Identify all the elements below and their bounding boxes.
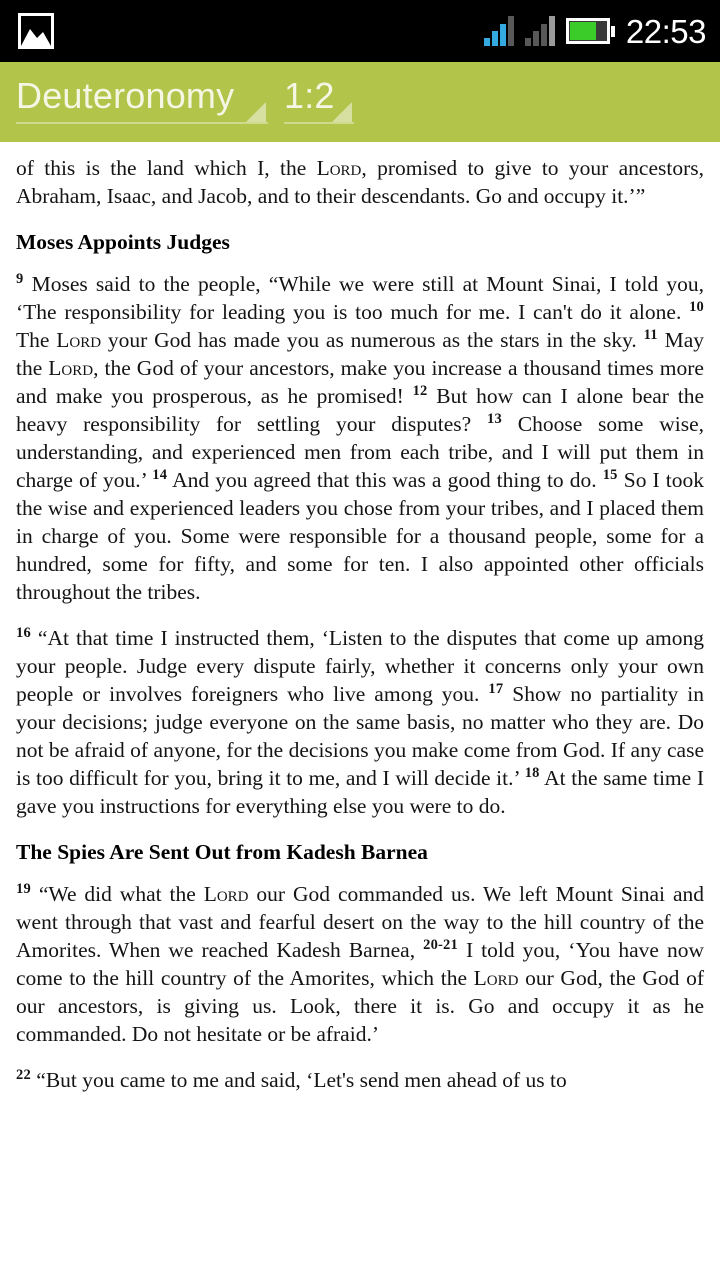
paragraph-verses-9-15 xyxy=(16,270,704,606)
paragraph-continued xyxy=(16,154,704,210)
verse-number: 20-21 xyxy=(423,936,458,953)
divine-name: Lord xyxy=(316,156,362,180)
status-bar-clock: 22:53 xyxy=(625,12,706,50)
signal-bars-active-icon xyxy=(484,16,514,46)
text-run: of this is the land which I, the xyxy=(16,156,317,180)
divine-name: Lord xyxy=(56,328,102,352)
section-heading-spies-kadesh-barnea: The Spies Are Sent Out from Kadesh Barnea xyxy=(16,840,428,864)
text-run: our God commanded us. We left Mount Sinai and went through that vast and fearful desert on the way to the hill country of the Amorites. When we reached Kadesh Barnea, xyxy=(16,882,704,962)
divine-name: Lord xyxy=(48,356,94,380)
photo-notification-icon xyxy=(18,13,54,49)
dropdown-caret-icon xyxy=(246,102,266,122)
text-run: Choose some wise, understanding, and experienced men from each tribe, and I will put them in charge of you.’ xyxy=(16,412,705,492)
android-status-bar xyxy=(0,0,720,62)
text-run: Moses said to the people, “While we were still at Mount Sinai, I told you, ‘The responsibility for leading you is too much for me. I can't do it alone. xyxy=(16,272,704,324)
book-selector-spinner[interactable] xyxy=(16,68,268,124)
chapter-verse-selector-spinner[interactable] xyxy=(284,68,354,124)
verse-number: 17 xyxy=(488,680,504,697)
verse-number: 10 xyxy=(689,298,704,315)
verse-number: 18 xyxy=(524,764,540,781)
verse-number: 15 xyxy=(602,466,618,483)
paragraph-verses-19-21 xyxy=(16,880,704,1048)
paragraph-verses-16-18 xyxy=(16,624,704,820)
section-heading-moses-appoints-judges: Moses Appoints Judges xyxy=(16,230,230,254)
verse-number: 13 xyxy=(487,410,502,427)
verse-number: 12 xyxy=(412,382,428,399)
text-run: “We did what the xyxy=(38,882,204,906)
spinner-underline xyxy=(284,122,354,124)
text-run: “At that time I instructed them, ‘Listen to the disputes that come up among your people. Judge every dispute fairly, whether it concerns only your own people or involves foreigners who live among you. xyxy=(16,626,705,706)
spinner-underline xyxy=(16,122,268,124)
text-run: The xyxy=(16,328,57,352)
divine-name: Lord xyxy=(203,882,249,906)
battery-icon xyxy=(566,18,615,44)
verse-number: 19 xyxy=(16,880,31,897)
book-selector-label: Deuteronomy xyxy=(16,75,235,116)
text-run: your God has made you as numerous as the stars in the sky. xyxy=(101,328,644,352)
status-bar-notifications xyxy=(18,13,54,49)
divine-name: Lord xyxy=(473,966,519,990)
text-run: , the God of your ancestors, make you increase a thousand times more and make you prosperous, as he promised! xyxy=(16,356,704,408)
verse-number: 16 xyxy=(16,624,31,641)
text-run: At the same time I gave you instructions for everything else you were to do. xyxy=(16,766,704,818)
text-run: our God, the God of our ancestors, is giving us. Look, there it is. Go and occupy it as he commanded. Do not hesitate or be afraid.’ xyxy=(16,966,704,1046)
text-run: “But you came to me and said, ‘Let's send men ahead of us to xyxy=(36,1068,567,1092)
app-action-bar xyxy=(0,62,720,142)
paragraph-verse-22-partial xyxy=(16,1066,704,1094)
verse-number: 22 xyxy=(16,1066,31,1083)
text-run: And you agreed that this was a good thing to do. xyxy=(172,468,603,492)
text-run: So I took the wise and experienced leaders you chose from your tribes, and I placed them in charge of you. Some were responsible for a thousand people, some for a hundred, some for fifty, and some for ten. I also appointed other officials throughout the tribes. xyxy=(16,468,705,604)
text-run: , promised to give to your ancestors, Abraham, Isaac, and Jacob, and to their descendants. Go and occupy it.’” xyxy=(16,156,704,208)
text-run: But how can I alone bear the heavy responsibility for settling your disputes? xyxy=(16,384,705,436)
text-run: I told you, ‘You have now come to the hill country of the Amorites, which the xyxy=(16,938,704,990)
text-run: May the xyxy=(16,328,704,380)
verse-number: 14 xyxy=(152,466,168,483)
text-run: Show no partiality in your decisions; judge everyone on the same basis, no matter who they are. Do not be afraid of anyone, for the decisions you make come from God. If any case is too difficult for you, bring it to me, and I will decide it.’ xyxy=(16,682,704,790)
scripture-reader[interactable] xyxy=(0,142,720,1280)
verse-number: 11 xyxy=(643,326,658,343)
signal-bars-idle-icon xyxy=(525,16,555,46)
verse-number: 9 xyxy=(16,270,24,287)
chapter-verse-selector-label: 1:2 xyxy=(284,75,335,116)
dropdown-caret-icon xyxy=(332,102,352,122)
status-bar-system-icons xyxy=(484,12,706,50)
